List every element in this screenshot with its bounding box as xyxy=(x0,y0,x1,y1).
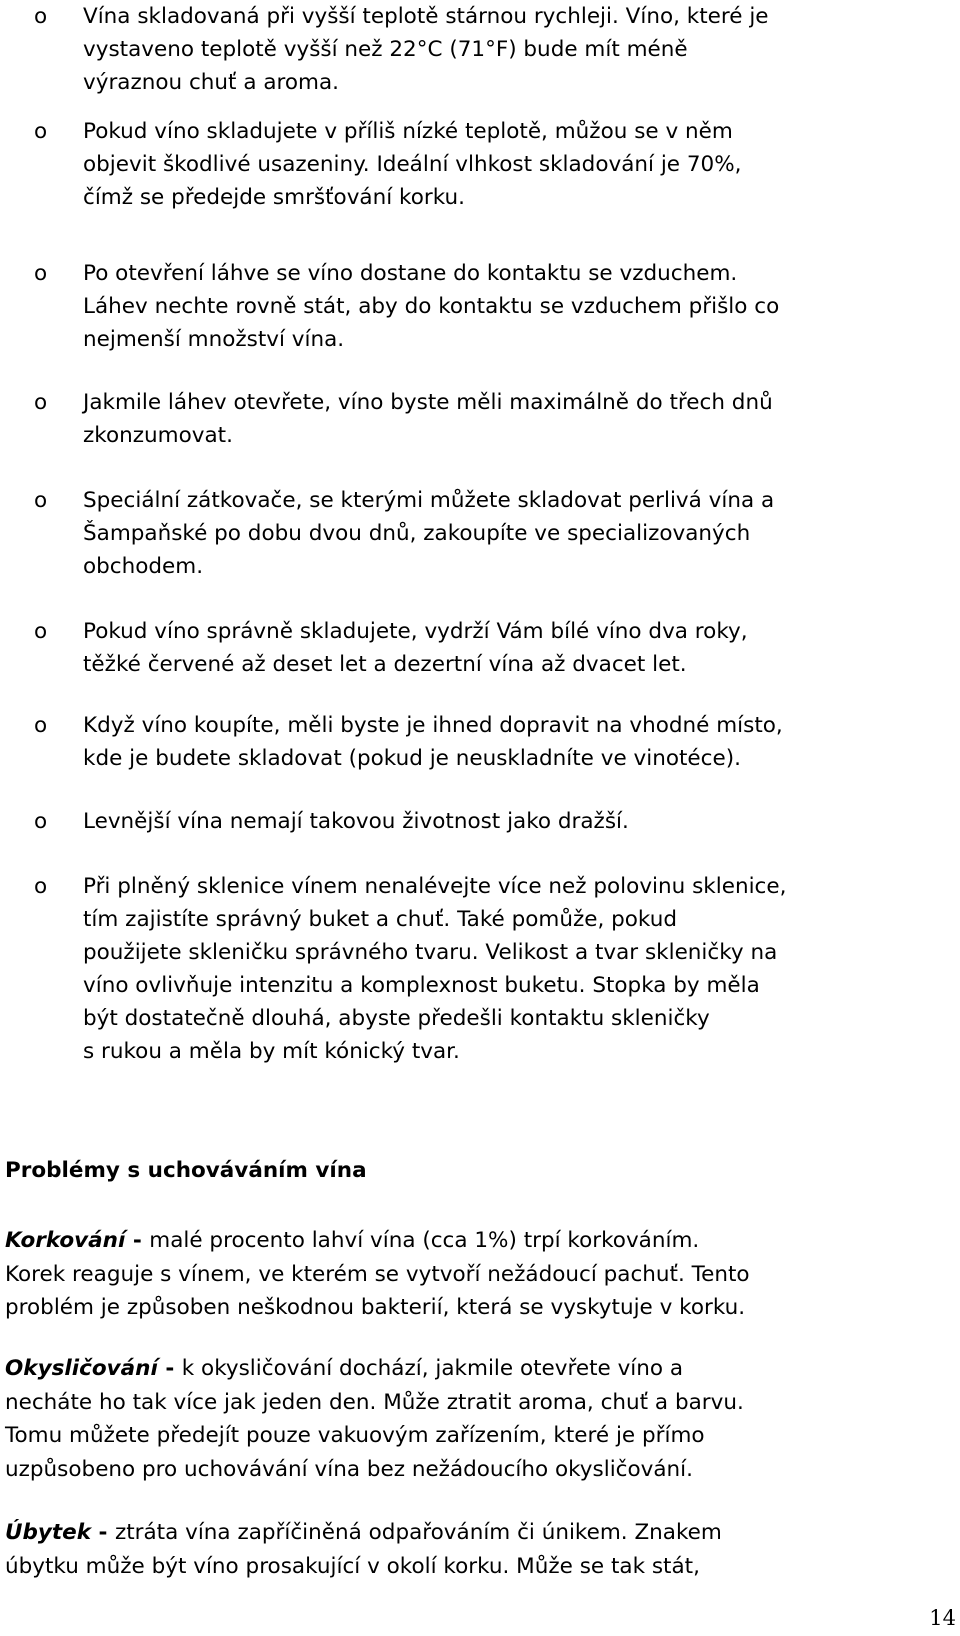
problem-paragraph-okyslicovani xyxy=(5,1352,955,1486)
list-item-text: Pokud víno správně skladujete, vydrží Vám bílé víno dva roky, těžké červené až deset let a dezertní vína až dvacet let. xyxy=(83,619,748,677)
term-dash: - xyxy=(91,1520,115,1545)
problem-term: Korkování xyxy=(5,1228,126,1253)
section-title: Problémy s uchováváním vína xyxy=(5,1158,367,1183)
bullet-marker: o xyxy=(34,809,48,834)
bullet-marker: o xyxy=(34,119,48,144)
bullet-marker: o xyxy=(34,488,48,513)
list-item-text: Speciální zátkovače, se kterými můžete skladovat perlivá vína a Šampaňské po dobu dvou dnů, zakoupíte ve specializovaných obchodem. xyxy=(83,488,775,579)
problem-paragraph-ubytek xyxy=(5,1516,955,1583)
page-number: 14 xyxy=(929,1606,956,1630)
problem-text: k okysličování dochází, jakmile otevřete víno a necháte ho tak více jak jeden den. Může ztratit aroma, chuť a barvu. Tomu můžete předejít pouze vakuovým zařízením, které je přímo uzpůsobeno pro uchovávání vína bez nežádoucího okysličování. xyxy=(5,1356,744,1482)
problem-text: ztráta vína zapříčiněná odpařováním či únikem. Znakem úbytku může být víno prosakující v okolí korku. Může se tak stát, xyxy=(5,1520,722,1579)
list-item-text: Po otevření láhve se víno dostane do kontaktu se vzduchem. Láhev nechte rovně stát, aby do kontaktu se vzduchem přišlo co nejmenší množství vína. xyxy=(83,261,780,352)
bullet-marker: o xyxy=(34,874,48,899)
problem-paragraph-korkovani xyxy=(5,1224,955,1325)
problem-term: Okysličování xyxy=(5,1356,158,1381)
bullet-marker: o xyxy=(34,390,48,415)
bullet-marker: o xyxy=(34,4,48,29)
term-dash: - xyxy=(157,1356,182,1381)
list-item-text: Vína skladovaná při vyšší teplotě stárnou rychleji. Víno, které je vystaveno teplotě vyšší než 22°C (71°F) bude mít méně výraznou chuť a aroma. xyxy=(83,4,769,95)
problem-text: malé procento lahví vína (cca 1%) trpí korkováním. Korek reaguje s vínem, ve kterém se vytvoří nežádoucí pachuť. Tento problém je způsoben neškodnou bakterií, která se vyskytuje v korku. xyxy=(5,1228,750,1320)
problem-term: Úbytek xyxy=(5,1520,92,1545)
list-item-text: Při plněný sklenice vínem nenalévejte více než polovinu sklenice, tím zajistíte správný buket a chuť. Také pomůže, pokud použijete skleničku správného tvaru. Velikost a tvar skleničky na víno ovlivňuje intenzitu a komplexnost buketu. Stopka by měla být dostatečně dlouhá, abyste předešli kontaktu skleničky s rukou a měla by mít kónický tvar. xyxy=(83,874,787,1064)
list-item-text: Jakmile láhev otevřete, víno byste měli maximálně do třech dnů zkonzumovat. xyxy=(83,390,773,448)
term-dash: - xyxy=(125,1228,150,1253)
list-item-text: Pokud víno skladujete v příliš nízké teplotě, můžou se v něm objevit škodlivé usazeniny. Ideální vlhkost skladování je 70%, čímž se předejde smršťování korku. xyxy=(83,119,742,210)
bullet-marker: o xyxy=(34,261,48,286)
list-item-text: Levnější vína nemají takovou životnost jako dražší. xyxy=(83,809,629,834)
list-item-text: Když víno koupíte, měli byste je ihned dopravit na vhodné místo, kde je budete skladovat (pokud je neuskladníte ve vinotéce). xyxy=(83,713,783,771)
bullet-marker: o xyxy=(34,713,48,738)
bullet-marker: o xyxy=(34,619,48,644)
